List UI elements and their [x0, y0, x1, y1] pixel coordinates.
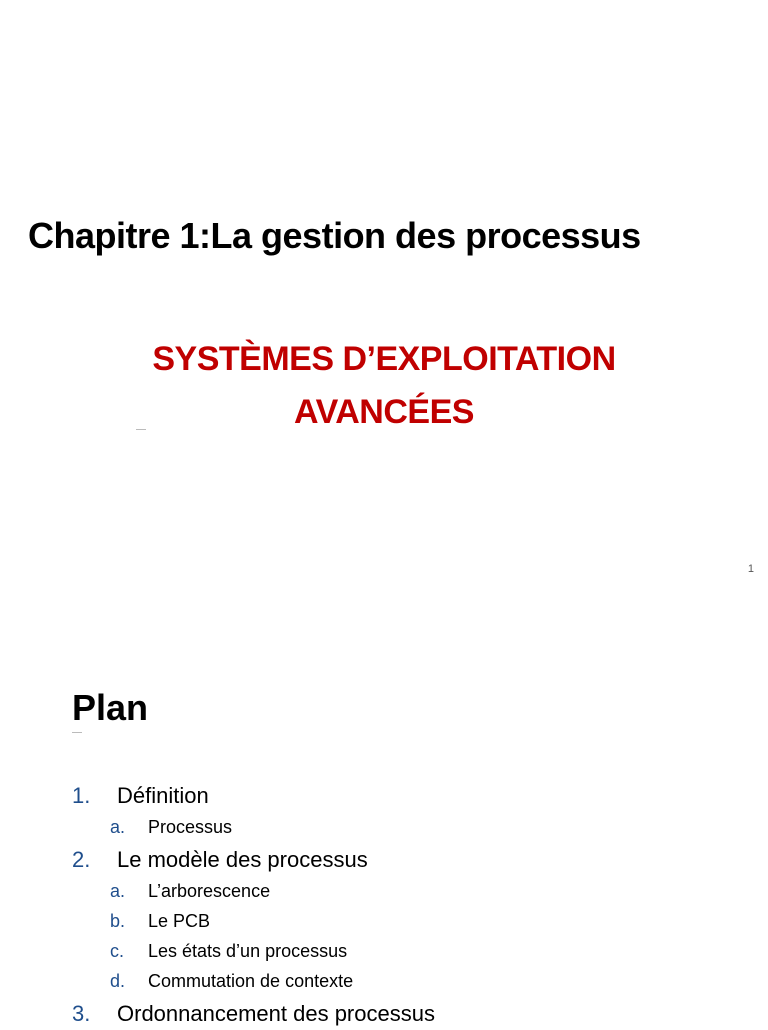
plan-slide — [0, 610, 768, 1024]
course-title — [0, 333, 768, 439]
list-item — [72, 780, 435, 812]
plan-list — [72, 780, 435, 1030]
plan-section — [72, 780, 435, 842]
item-label: Définition — [117, 783, 209, 808]
item-label: Ordonnancement des processus — [117, 1001, 435, 1026]
sub-item-label: L’arborescence — [148, 881, 271, 901]
item-number: 3. — [72, 1001, 91, 1026]
plan-section — [72, 844, 435, 996]
item-label: Le modèle des processus — [117, 847, 368, 872]
plan-title: Plan — [72, 687, 149, 728]
sub-list-item — [72, 906, 435, 936]
sub-list — [72, 812, 435, 842]
list-item — [72, 844, 435, 876]
sub-item-letter: d. — [110, 971, 126, 991]
list-item — [72, 998, 435, 1030]
sub-list-item — [72, 936, 435, 966]
item-number: 1. — [72, 783, 91, 808]
chapter-title: Chapitre 1:La gestion des processus — [28, 215, 641, 256]
placeholder-mark — [72, 732, 82, 733]
placeholder-mark — [136, 429, 146, 430]
sub-item-letter: c. — [110, 941, 125, 961]
sub-item-label: Commutation de contexte — [148, 971, 354, 991]
sub-item-letter: a. — [110, 881, 126, 901]
slide-number: 1 — [747, 563, 754, 575]
sub-list-item — [72, 812, 435, 842]
sub-list-item — [72, 966, 435, 996]
sub-item-letter: b. — [110, 911, 126, 931]
sub-item-letter: a. — [110, 817, 126, 837]
course-title-line-2: AVANCÉES — [294, 393, 474, 431]
sub-item-label: Le PCB — [148, 911, 211, 931]
sub-item-label: Processus — [148, 817, 233, 837]
sub-list — [72, 876, 435, 996]
plan-section — [72, 998, 435, 1030]
sub-list-item — [72, 876, 435, 906]
item-number: 2. — [72, 847, 91, 872]
sub-item-label: Les états d’un processus — [148, 941, 348, 961]
course-title-line-1: SYSTÈMES D’EXPLOITATION — [152, 340, 616, 378]
